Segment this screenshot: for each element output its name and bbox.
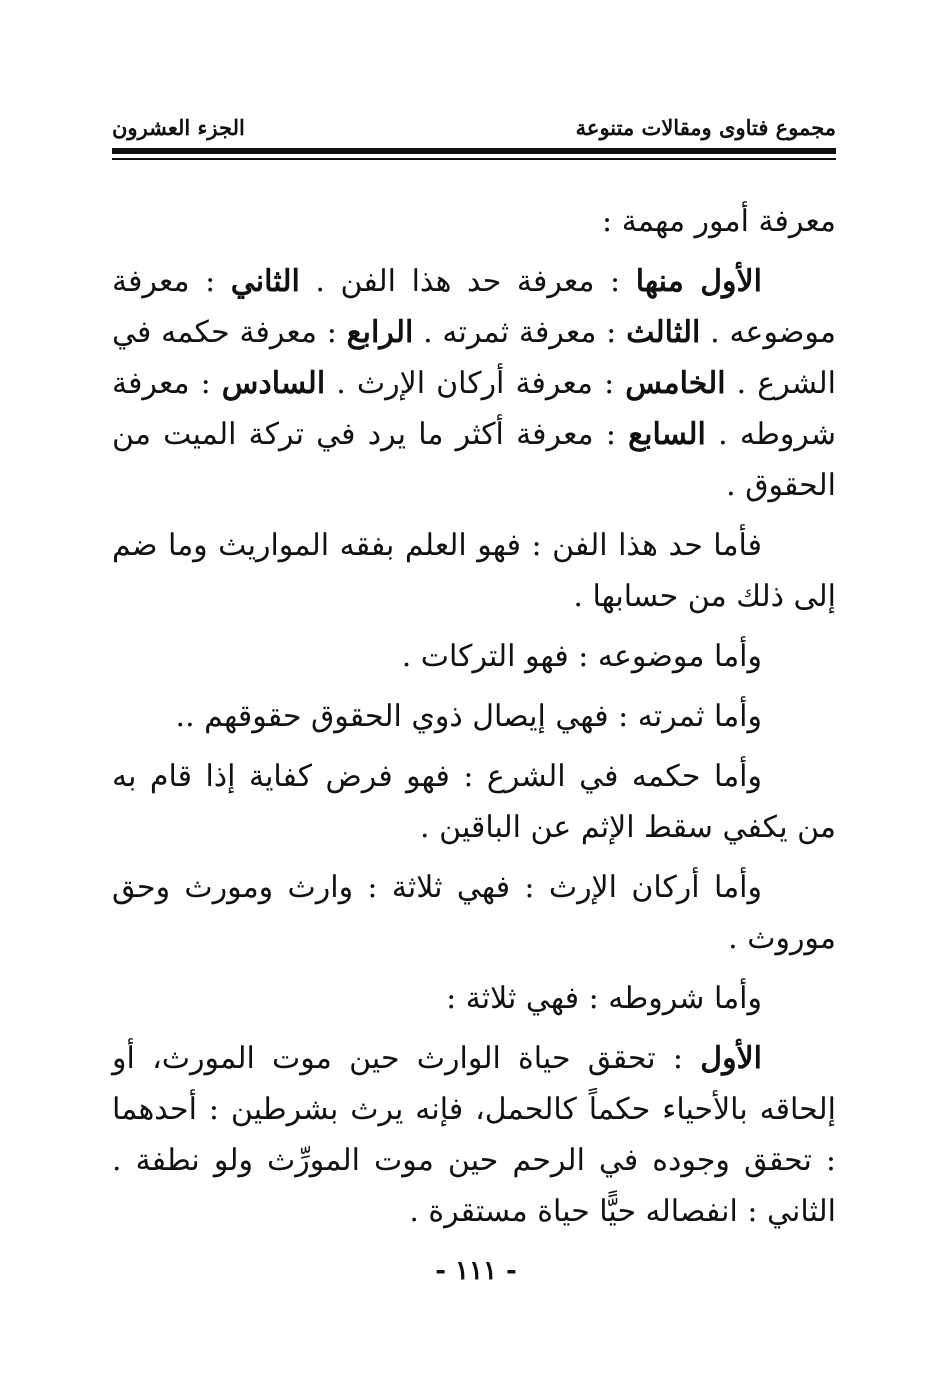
page-number: - ١١١ - — [435, 1256, 517, 1286]
term-sixth: السادس — [221, 366, 326, 401]
term-first: الأول منها — [635, 264, 762, 299]
term-fifth: الخامس — [625, 366, 726, 401]
volume-label: الجزء العشرون — [112, 115, 245, 140]
body-text — [112, 196, 836, 1246]
term-third: الثالث — [626, 315, 701, 350]
paragraph-subject: وأما موضوعه : فهو التركات . — [401, 639, 762, 674]
term-second: الثاني — [230, 264, 300, 299]
term-seventh: السابع — [628, 417, 706, 452]
paragraph-ruling: وأما حكمه في الشرع : فهو فرض كفاية إذا قام به من يكفي سقط الإثم عن الباقين . — [112, 759, 836, 845]
paragraph-list-of-matters: الأول منها : معرفة حد هذا الفن . الثاني : معرفة موضوعه . الثالث : معرفة ثمرته . الرابع : معرفة حكمه في الشرع . الخامس : معرفة أركان الإرث . السادس : معرفة شروطه . السابع : معرفة أكثر ما يرد في تركة الميت من الحقوق . — [112, 264, 836, 503]
paragraph-first-condition: الأول : تحقق حياة الوارث حين موت المورث، أو إلحاقه بالأحياء حكماً كالحمل، فإنه يرث بشرطين : أحدهما : تحقق وجوده في الرحم حين موت المورِّث ولو نطفة . الثاني : انفصاله حيًّا حياة مستقرة . — [112, 1041, 836, 1229]
term-fourth: الرابع — [346, 315, 414, 350]
header-rule-thick — [112, 148, 836, 154]
paragraph-benefit: وأما ثمرته : فهي إيصال ذوي الحقوق حقوقهم .. — [175, 699, 762, 734]
paragraph-definition: فأما حد هذا الفن : فهو العلم بفقه المواريث وما ضم إلى ذلك من حسابها . — [112, 528, 836, 614]
paragraph-pillars: وأما أركان الإرث : فهي ثلاثة : وارث ومورث وحق موروث . — [112, 870, 836, 956]
term-first-condition: الأول — [700, 1041, 762, 1076]
paragraph-conditions: وأما شروطه : فهي ثلاثة : — [446, 981, 762, 1016]
running-header — [112, 100, 836, 140]
book-title: مجموع فتاوى ومقالات متنوعة — [575, 115, 836, 140]
header-rule-thin — [112, 158, 836, 160]
section-heading: معرفة أمور مهمة : — [602, 204, 836, 239]
